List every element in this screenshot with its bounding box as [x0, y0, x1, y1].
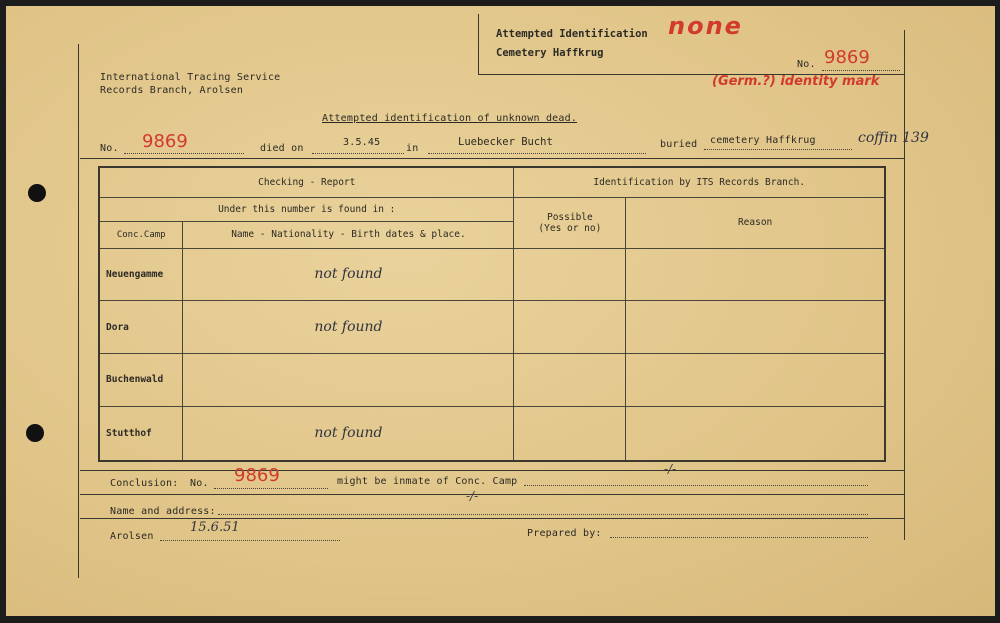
camp-name: Dora	[99, 301, 183, 354]
conclusion-number: 9869	[234, 465, 280, 486]
camp-name: Buchenwald	[99, 353, 183, 406]
conclusion-label: Conclusion:	[110, 478, 179, 489]
conclusion-bottom-line	[80, 494, 904, 495]
buried-label: buried	[660, 139, 698, 150]
record-no-label: No.	[100, 143, 119, 154]
possible-header	[514, 197, 626, 248]
camp-name: Neuengamme	[99, 248, 183, 301]
date-dots	[312, 153, 404, 154]
cemetery-label: Cemetery Haffkrug	[496, 47, 604, 59]
record-number: 9869	[142, 131, 188, 152]
inmate-camp-value: -/-	[664, 462, 677, 476]
arolsen-dots	[160, 540, 340, 541]
reason-cell	[626, 301, 885, 354]
name-nationality-header: Name - Nationality - Birth dates & place.	[183, 222, 514, 248]
punch-hole-top	[28, 184, 46, 202]
reason-cell	[626, 248, 885, 301]
right-margin-line	[904, 30, 905, 540]
identity-mark-note: (Germ.?) identity mark	[712, 74, 880, 89]
place-dots	[428, 153, 646, 154]
punch-hole-bottom	[26, 424, 44, 442]
under-number-header: Under this number is found in :	[99, 197, 514, 221]
name-address-bottom-line	[80, 518, 904, 519]
header-box-left-line	[478, 14, 479, 74]
org-name: International Tracing Service	[100, 72, 281, 83]
conclusion-no-dots	[214, 488, 328, 489]
prepared-by-label: Prepared by:	[527, 528, 602, 539]
prepared-by-dots	[610, 537, 868, 538]
reason-cell	[626, 406, 885, 461]
arolsen-label: Arolsen	[110, 531, 154, 542]
inmate-dots	[524, 485, 868, 486]
finding-text: not found	[183, 406, 514, 461]
reason-header: Reason	[626, 197, 885, 248]
coffin-number: coffin 139	[858, 130, 929, 146]
inmate-text: might be inmate of Conc. Camp	[337, 476, 518, 487]
possible-cell	[514, 248, 626, 301]
burial-place: cemetery Haffkrug	[710, 135, 816, 146]
death-place: Luebecker Bucht	[458, 136, 553, 148]
org-branch: Records Branch, Arolsen	[100, 85, 244, 96]
name-address-dots	[218, 514, 868, 515]
header-no-label: No.	[797, 59, 816, 70]
none-handwritten: none	[668, 12, 743, 40]
form-title: Attempted identification of unknown dead.	[322, 113, 578, 124]
camp-name: Stutthof	[99, 406, 183, 461]
record-no-dots	[124, 153, 244, 154]
table-row	[99, 406, 885, 461]
header-no-dots	[822, 70, 900, 71]
possible-label: Possible	[546, 211, 593, 223]
reason-cell	[626, 353, 885, 406]
name-address-label: Name and address:	[110, 506, 216, 517]
death-date: 3.5.45	[343, 137, 381, 148]
identification-header: Identification by ITS Records Branch.	[514, 167, 885, 197]
conclusion-top-line	[80, 470, 904, 471]
conclusion-no-label: No.	[190, 478, 209, 489]
record-underline	[80, 158, 904, 159]
attempted-identification-label: Attempted Identification	[496, 28, 648, 40]
finding-text: not found	[183, 248, 514, 301]
name-address-value: -/-	[466, 489, 479, 503]
checking-report-header: Checking - Report	[99, 167, 514, 197]
burial-dots	[704, 149, 852, 150]
possible-cell	[514, 301, 626, 354]
arolsen-date: 15.6.51	[190, 520, 240, 535]
yes-or-no-label: (Yes or no)	[538, 222, 602, 234]
in-label: in	[406, 143, 419, 154]
table-row	[99, 248, 885, 301]
finding-text: not found	[183, 301, 514, 354]
conc-camp-header: Conc.Camp	[99, 222, 183, 248]
left-margin-line	[78, 44, 79, 578]
possible-cell	[514, 353, 626, 406]
table-row	[99, 301, 885, 354]
header-number: 9869	[824, 47, 870, 68]
possible-cell	[514, 406, 626, 461]
finding-text	[183, 353, 514, 406]
died-on-label: died on	[260, 143, 304, 154]
table-row	[99, 353, 885, 406]
checking-table	[98, 166, 886, 462]
